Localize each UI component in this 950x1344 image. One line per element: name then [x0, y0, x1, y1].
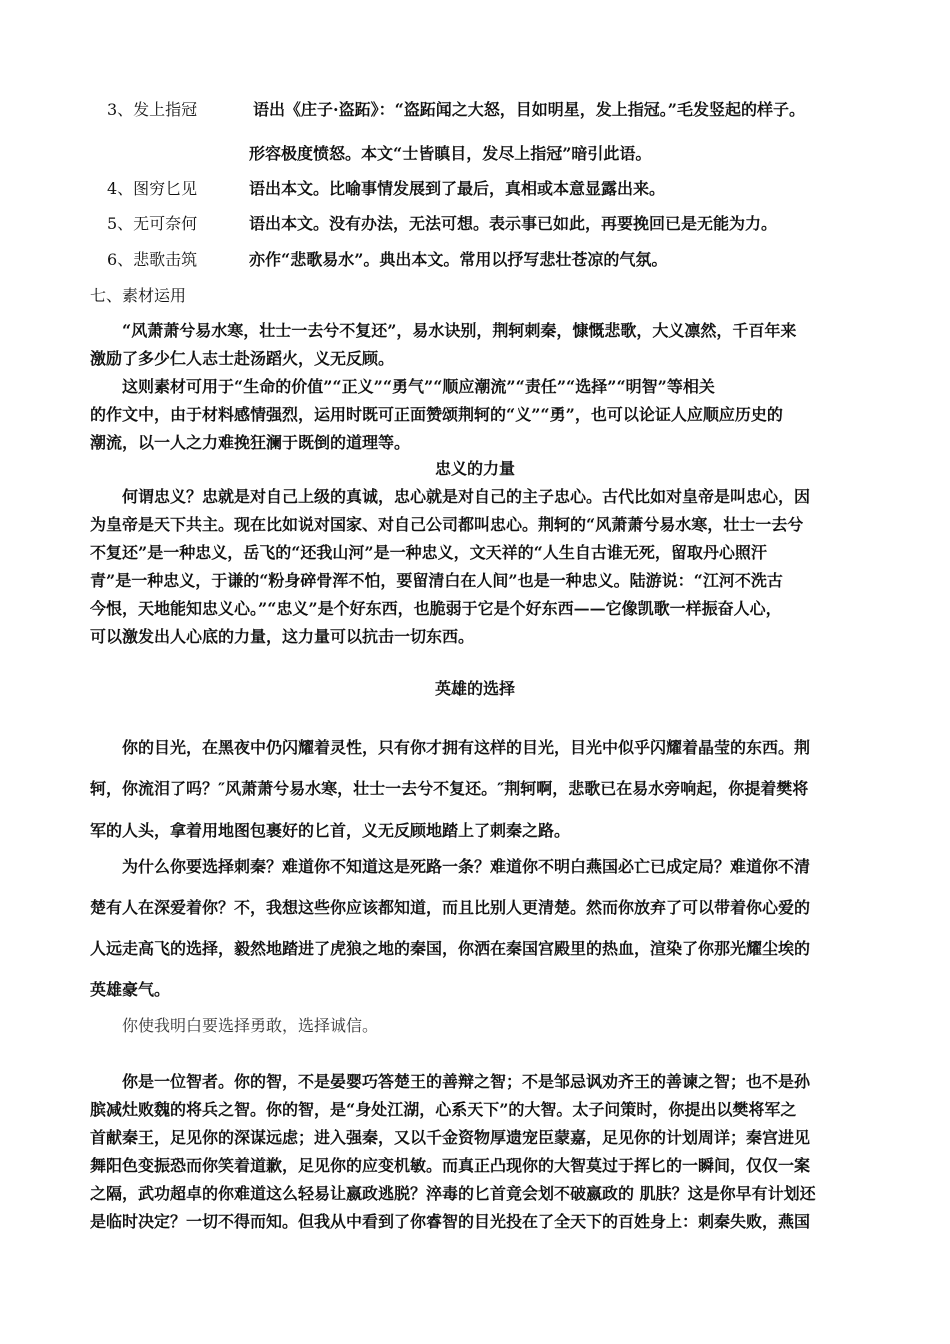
paragraph-line: 英雄豪气。 [90, 980, 171, 999]
paragraph-line: 首献秦王，足见你的深谋远虑；进入强秦，又以千金资物厚遗宠臣蒙嘉，足见你的计划周详；秦宫进见 [90, 1128, 811, 1147]
paragraph-line: 激励了多少仁人志士赴汤蹈火，义无反顾。 [90, 349, 395, 368]
idiom-term: 6、悲歌击筑 [107, 250, 198, 269]
paragraph-line: 为什么你要选择刺秦？难道你不知道这是死路一条？难道你不明白燕国必亡已成定局？难道你不清 [122, 857, 811, 876]
idiom-explanation: 语出《庄子·盗跖》：“盗跖闻之大怒，目如明星，发上指冠。”毛发竖起的样子。 [253, 100, 805, 119]
paragraph-line: 人远走高飞的选择，毅然地踏进了虎狼之地的秦国，你洒在秦国宫殿里的热血，渲染了你那光耀尘埃的 [90, 939, 811, 958]
paragraph-line: 不复还”是一种忠义，岳飞的“还我山河”是一种忠义，文天祥的“人生自古谁无死，留取丹心照汗 [90, 543, 767, 562]
paragraph-line: 何谓忠义？忠就是对自己上级的真诚，忠心就是对自己的主子忠心。古代比如对皇帝是叫忠心，因 [122, 487, 811, 506]
paragraph-line: 你是一位智者。你的智，不是晏婴巧答楚王的善辩之智；不是邹忌讽劝齐王的善谏之智；也不是孙 [122, 1072, 811, 1091]
paragraph-line: 你使我明白要选择勇敢，选择诚信。 [122, 1016, 379, 1035]
section-heading: 七、素材运用 [90, 286, 187, 305]
paragraph-line: 你的目光，在黑夜中仍闪耀着灵性，只有你才拥有这样的目光，目光中似乎闪耀着晶莹的东西。荆 [122, 738, 811, 757]
paragraph-line: 的作文中，由于材料感情强烈，运用时既可正面赞颂荆轲的“义”“勇”，也可以论证人应顺应历史的 [90, 405, 783, 424]
paragraph-line: 之隔，武功超卓的你难道这么轻易让嬴政逃脱？淬毒的匕首竟会划不破嬴政的 肌肤？这是你早有计划还 [90, 1184, 816, 1203]
paragraph-line: 楚有人在深爱着你？不，我想这些你应该都知道，而且比别人更清楚。然而你放弃了可以带着你心爱的 [90, 898, 811, 917]
idiom-term: 3、发上指冠 [107, 100, 198, 119]
paragraph-line: 为皇帝是天下共主。现在比如说对国家、对自己公司都叫忠心。荆轲的“风萧萧兮易水寒，壮士一去兮 [90, 515, 804, 534]
paragraph-line: 轲，你流泪了吗？″风萧萧兮易水寒，壮士一去兮不复还。″荆轲啊，悲歌已在易水旁响起，你提着樊将 [90, 779, 809, 798]
idiom-explanation: 语出本文。比喻事情发展到了最后，真相或本意显露出来。 [249, 179, 666, 198]
essay-title: 忠义的力量 [434, 459, 515, 478]
idiom-explanation: 亦作“悲歌易水”。典出本文。常用以抒写悲壮苍凉的气氛。 [249, 250, 668, 269]
essay-title: 英雄的选择 [434, 679, 515, 698]
paragraph-line: 是临时决定？一切不得而知。但我从中看到了你睿智的目光投在了全天下的百姓身上：刺秦失败，燕国 [90, 1212, 811, 1231]
paragraph-line: 可以激发出人心底的力量，这力量可以抗击一切东西。 [90, 627, 475, 646]
paragraph-line: 潮流，以一人之力难挽狂澜于既倒的道理等。 [90, 433, 411, 452]
idiom-explanation: 形容极度愤怒。本文“士皆瞋目，发尽上指冠”暗引此语。 [249, 144, 652, 163]
paragraph-line: 这则素材可用于“生命的价值”“正义”“勇气”“顺应潮流”“责任”“选择”“明智”等相关 [122, 377, 715, 396]
paragraph-line: “风萧萧兮易水寒，壮士一去兮不复还”，易水诀别，荆轲刺秦，慷慨悲歌，大义凛然，千百年来 [122, 321, 797, 340]
paragraph-line: 舞阳色变振恐而你笑着道歉，足见你的应变机敏。而真正凸现你的大智莫过于挥匕的一瞬间，仅仅一案 [90, 1156, 811, 1175]
paragraph-line: 军的人头，拿着用地图包裹好的匕首，义无反顾地踏上了刺秦之路。 [90, 821, 571, 840]
idiom-explanation: 语出本文。没有办法，无法可想。表示事已如此，再要挽回已是无能为力。 [249, 214, 778, 233]
paragraph-line: 今恨，天地能知忠义心。”“忠义”是个好东西，也脆弱于它是个好东西——它像凯歌一样振奋人心， [90, 599, 782, 618]
idiom-term: 5、无可奈何 [107, 214, 198, 233]
idiom-term: 4、图穷匕见 [107, 179, 198, 198]
paragraph-line: 膑减灶败魏的将兵之智。你的智，是“身处江湖，心系天下”的大智。太子问策时，你提出以樊将军之 [90, 1100, 797, 1119]
paragraph-line: 青”是一种忠义，于谦的“粉身碎骨浑不怕，要留清白在人间”也是一种忠义。陆游说：“江河不洗古 [90, 571, 783, 590]
